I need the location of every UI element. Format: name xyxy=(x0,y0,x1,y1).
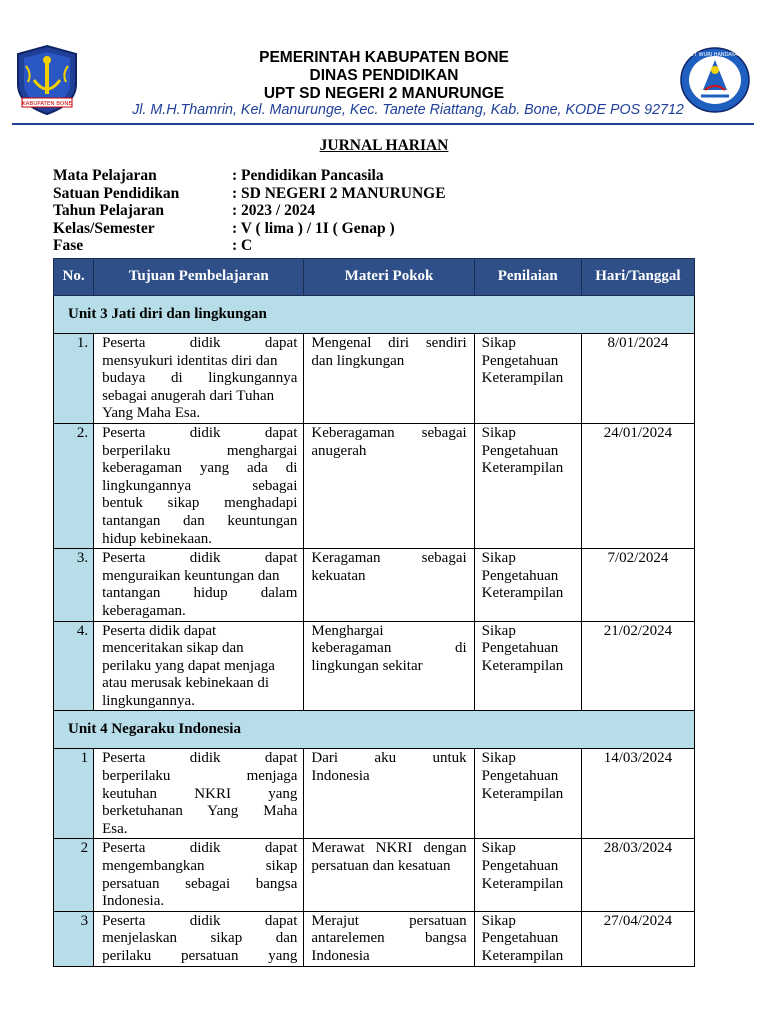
penilaian-line: Sikap xyxy=(481,912,516,929)
tujuan-cell xyxy=(94,423,304,548)
penilaian-line: Pengetahuan xyxy=(481,858,559,875)
tujuan-cell xyxy=(94,621,304,711)
column-header-no: No. xyxy=(54,259,94,296)
tujuan-line: keberagaman. xyxy=(102,602,186,619)
meta-label: Satuan Pendidikan xyxy=(53,184,180,202)
unit-row xyxy=(54,296,695,334)
tanggal-cell: 7/02/2024 xyxy=(581,549,694,621)
tujuan-line: lingkungannya sebagai xyxy=(102,477,298,494)
penilaian-line: Keterampilan xyxy=(481,948,564,964)
meta-value: : C xyxy=(232,237,253,255)
meta-label: Mata Pelajaran xyxy=(53,167,157,184)
unit-title: Unit 3 Jati diri dan lingkungan xyxy=(54,296,695,334)
left-logo-text: KABUPATEN BONE xyxy=(22,101,72,107)
tujuan-cell xyxy=(94,749,304,839)
document-title: JURNAL HARIAN xyxy=(319,137,449,154)
penilaian-line: Keterampilan xyxy=(481,785,564,802)
penilaian-line: Pengetahuan xyxy=(481,567,559,584)
table-row xyxy=(54,334,695,424)
tujuan-line: Peserta didik dapat xyxy=(102,335,298,351)
meta-value: : 2023 / 2024 xyxy=(232,202,316,220)
penilaian-line: Pengetahuan xyxy=(481,442,559,459)
materi-line: dan lingkungan xyxy=(311,352,405,369)
tujuan-line: tantangan hidup dalam xyxy=(102,585,298,602)
tujuan-cell xyxy=(94,549,304,621)
tut-wuri-handayani-logo-icon xyxy=(679,46,751,114)
row-number: 3 xyxy=(54,911,94,966)
tujuan-line: menguraikan keuntungan dan xyxy=(102,567,280,584)
penilaian-line: Sikap xyxy=(481,750,516,767)
meta-row xyxy=(53,220,446,238)
materi-line: lingkungan sekitar xyxy=(311,657,423,674)
materi-line: Merawat NKRI dengan xyxy=(311,840,467,857)
tanggal-cell: 21/02/2024 xyxy=(581,621,694,711)
tujuan-line: persatuan sebagai bangsa xyxy=(102,875,298,892)
tujuan-line: berperilaku menghargai xyxy=(102,442,298,459)
tujuan-line: Peserta didik dapat xyxy=(102,840,298,857)
materi-line: Keberagaman sebagai xyxy=(311,424,467,441)
penilaian-cell xyxy=(474,911,581,966)
meta-label: Tahun Pelajaran xyxy=(53,202,164,220)
materi-cell xyxy=(304,549,474,621)
materi-line: Indonesia xyxy=(311,948,370,964)
row-number: 1. xyxy=(54,334,94,424)
header-divider xyxy=(12,123,754,125)
penilaian-line: Sikap xyxy=(481,335,516,351)
address-line xyxy=(0,102,768,118)
header-line-2: DINAS PENDIDIKAN xyxy=(309,67,459,84)
materi-cell xyxy=(304,334,474,424)
penilaian-cell xyxy=(474,839,581,911)
tujuan-line: tantangan dan keuntungan xyxy=(102,512,298,529)
tanggal-cell: 14/03/2024 xyxy=(581,749,694,839)
right-logo-text: TUT WURI HANDAYANI xyxy=(687,52,743,58)
row-number: 4. xyxy=(54,621,94,711)
penilaian-line: Sikap xyxy=(481,622,516,639)
table-row xyxy=(54,549,695,621)
row-number: 2 xyxy=(54,839,94,911)
meta-value: : SD NEGERI 2 MANURUNGE xyxy=(232,184,446,202)
column-header-tanggal: Hari/Tanggal xyxy=(581,259,694,296)
header-line-3: UPT SD NEGERI 2 MANURUNGE xyxy=(263,85,505,102)
tujuan-cell xyxy=(94,839,304,911)
meta-row xyxy=(53,167,446,185)
tujuan-line: menceritakan sikap dan xyxy=(102,640,244,657)
meta-row xyxy=(53,202,446,220)
materi-cell xyxy=(304,911,474,966)
penilaian-line: Pengetahuan xyxy=(481,352,559,369)
materi-cell xyxy=(304,839,474,911)
materi-line: anugerah xyxy=(311,442,367,459)
tanggal-cell: 8/01/2024 xyxy=(581,334,694,424)
tujuan-line: perilaku persatuan yang xyxy=(102,948,298,964)
row-number: 3. xyxy=(54,549,94,621)
penilaian-line: Keterampilan xyxy=(481,460,564,477)
document-meta xyxy=(53,167,446,255)
tujuan-line: mengembangkan sikap xyxy=(102,858,298,875)
materi-line: persatuan dan kesatuan xyxy=(311,858,451,875)
materi-line: Keragaman sebagai xyxy=(311,550,467,567)
materi-line: Mengenal diri sendiri xyxy=(311,335,467,351)
letterhead xyxy=(0,0,768,130)
table-row xyxy=(54,749,695,839)
tujuan-line: Yang Maha Esa. xyxy=(102,405,201,422)
materi-line: Dari aku untuk xyxy=(311,750,467,767)
tanggal-cell: 28/03/2024 xyxy=(581,839,694,911)
penilaian-line: Keterampilan xyxy=(481,657,564,674)
meta-row xyxy=(53,185,446,203)
penilaian-cell xyxy=(474,749,581,839)
tujuan-cell xyxy=(94,911,304,966)
materi-line: Indonesia xyxy=(311,768,370,785)
tujuan-line: perilaku yang dapat menjaga xyxy=(102,657,275,674)
tujuan-line: keutuhan NKRI yang xyxy=(102,785,298,802)
tujuan-line: budaya di lingkungannya xyxy=(102,370,298,387)
penilaian-line: Keterampilan xyxy=(481,370,564,387)
address-text: Jl. M.H.Thamrin, Kel. Manurunge, Kec. Tanete Riattang, Kab. Bone, KODE POS 92712 xyxy=(132,102,684,118)
header-line-1: PEMERINTAH KABUPATEN BONE xyxy=(259,49,509,66)
column-header-materi: Materi Pokok xyxy=(304,259,474,296)
meta-row xyxy=(53,237,446,255)
tujuan-line: keberagaman yang ada di xyxy=(102,460,298,477)
table-header-row xyxy=(54,259,695,296)
tujuan-line: hidup kebinekaan. xyxy=(102,530,213,547)
materi-line: antarelemen bangsa xyxy=(311,930,467,947)
penilaian-cell xyxy=(474,621,581,711)
penilaian-cell xyxy=(474,423,581,548)
tujuan-line: atau merusak kebinekaan di xyxy=(102,675,270,692)
meta-value: : V ( lima ) / 1I ( Genap ) xyxy=(232,219,395,237)
table-row xyxy=(54,423,695,548)
table-row xyxy=(54,839,695,911)
tujuan-cell xyxy=(94,334,304,424)
tujuan-line: berperilaku menjaga xyxy=(102,768,298,785)
tujuan-line: Peserta didik dapat xyxy=(102,622,217,639)
materi-line: kekuatan xyxy=(311,567,366,584)
materi-line: Merajut persatuan xyxy=(311,912,467,929)
penilaian-line: Sikap xyxy=(481,840,516,857)
tujuan-line: mensyukuri identitas diri dan xyxy=(102,352,278,369)
materi-cell xyxy=(304,749,474,839)
tujuan-line: sebagai anugerah dari Tuhan xyxy=(102,387,275,404)
column-header-penilaian: Penilaian xyxy=(474,259,581,296)
tujuan-line: Peserta didik dapat xyxy=(102,750,298,767)
unit-title: Unit 4 Negaraku Indonesia xyxy=(54,711,695,749)
meta-value: : Pendidikan Pancasila xyxy=(232,167,384,184)
tujuan-line: menjelaskan sikap dan xyxy=(102,930,298,947)
penilaian-line: Pengetahuan xyxy=(481,930,559,947)
penilaian-line: Sikap xyxy=(481,550,516,567)
penilaian-cell xyxy=(474,334,581,424)
penilaian-line: Keterampilan xyxy=(481,585,564,602)
tujuan-line: Indonesia. xyxy=(102,893,165,910)
materi-cell xyxy=(304,423,474,548)
tujuan-line: lingkungannya. xyxy=(102,692,195,709)
materi-line: Menghargai xyxy=(311,622,384,639)
penilaian-line: Pengetahuan xyxy=(481,768,559,785)
tujuan-line: berketuhanan Yang Maha xyxy=(102,803,298,820)
column-header-tujuan: Tujuan Pembelajaran xyxy=(94,259,304,296)
tujuan-line: bentuk sikap menghadapi xyxy=(102,495,298,512)
meta-label: Fase xyxy=(53,237,84,255)
tujuan-line: Peserta didik dapat xyxy=(102,550,298,567)
penilaian-line: Keterampilan xyxy=(481,875,564,892)
row-number: 1 xyxy=(54,749,94,839)
materi-cell xyxy=(304,621,474,711)
table-row xyxy=(54,911,695,966)
penilaian-cell xyxy=(474,549,581,621)
tanggal-cell: 24/01/2024 xyxy=(581,423,694,548)
tujuan-line: Peserta didik dapat xyxy=(102,424,298,441)
penilaian-line: Sikap xyxy=(481,424,516,441)
tujuan-line: Peserta didik dapat xyxy=(102,912,298,929)
materi-line: keberagaman di xyxy=(311,640,467,657)
meta-label: Kelas/Semester xyxy=(53,219,155,237)
penilaian-line: Pengetahuan xyxy=(481,640,559,657)
table-row xyxy=(54,621,695,711)
tanggal-cell: 27/04/2024 xyxy=(581,911,694,966)
row-number: 2. xyxy=(54,423,94,548)
tujuan-line: Esa. xyxy=(102,820,128,837)
journal-table xyxy=(53,258,695,967)
unit-row xyxy=(54,711,695,749)
